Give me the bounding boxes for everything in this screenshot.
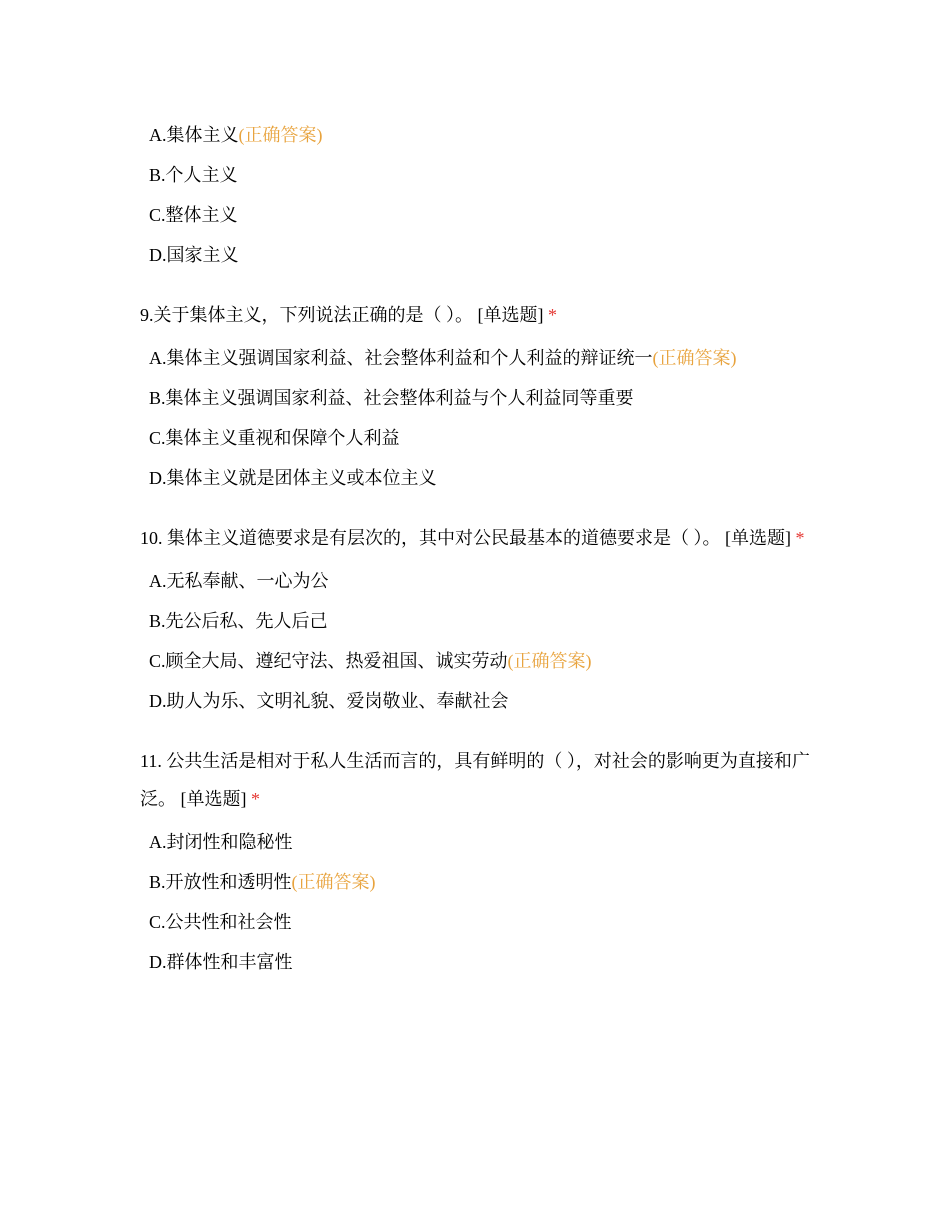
correct-answer-marker: (正确答案) [291,872,376,892]
question-title-text: 9.关于集体主义，下列说法正确的是（ ）。 [单选题] [140,305,544,325]
option-d [140,235,820,275]
option-text: A.无私奉献、一心为公 [149,571,329,591]
option-d [140,458,820,498]
option-text: C.整体主义 [149,205,238,225]
option-text: B.集体主义强调国家利益、社会整体利益与个人利益同等重要 [149,388,634,408]
option-b [140,601,820,641]
option-text: A.封闭性和隐秘性 [149,832,293,852]
option-text: C.集体主义重视和保障个人利益 [149,428,400,448]
option-c [140,641,820,681]
option-text: D.群体性和丰富性 [149,952,293,972]
option-text: B.开放性和透明性 [149,872,292,892]
question-title [140,742,820,818]
option-d [140,942,820,982]
option-text: C.公共性和社会性 [149,912,292,932]
required-marker: * [251,789,260,809]
option-a [140,115,820,155]
option-text: B.个人主义 [149,165,238,185]
survey-content [140,115,820,982]
option-d [140,681,820,721]
option-c [140,195,820,235]
option-text: C.顾全大局、遵纪守法、热爱祖国、诚实劳动 [149,651,508,671]
question-options [140,822,820,982]
question-options [140,338,820,498]
option-b [140,155,820,195]
correct-answer-marker: (正确答案) [238,125,323,145]
option-text: D.助人为乐、文明礼貌、爱岗敬业、奉献社会 [149,691,509,711]
option-text: D.集体主义就是团体主义或本位主义 [149,468,437,488]
question-title-text: 10. 集体主义道德要求是有层次的，其中对公民最基本的道德要求是（ ）。 [单选题] [140,528,791,548]
required-marker: * [548,305,557,325]
option-c [140,418,820,458]
prev-question-options [140,115,820,275]
option-b [140,862,820,902]
question-10 [140,519,820,721]
correct-answer-marker: (正确答案) [652,348,737,368]
option-a [140,338,820,378]
question-9 [140,296,820,498]
required-marker: * [795,528,805,548]
option-c [140,902,820,942]
option-text: D.国家主义 [149,245,239,265]
correct-answer-marker: (正确答案) [507,651,592,671]
option-a [140,561,820,601]
option-text: B.先公后私、先人后己 [149,611,328,631]
option-text: A.集体主义 [149,125,239,145]
question-title-text: 11. 公共生活是相对于私人生活而言的，具有鲜明的（ ），对社会的影响更为直接和广泛。 [单选题] [140,751,810,809]
question-options [140,561,820,721]
option-b [140,378,820,418]
question-11 [140,742,820,982]
option-text: A.集体主义强调国家利益、社会整体利益和个人利益的辩证统一 [149,348,653,368]
option-a [140,822,820,862]
question-title [140,296,820,334]
question-title [140,519,820,557]
